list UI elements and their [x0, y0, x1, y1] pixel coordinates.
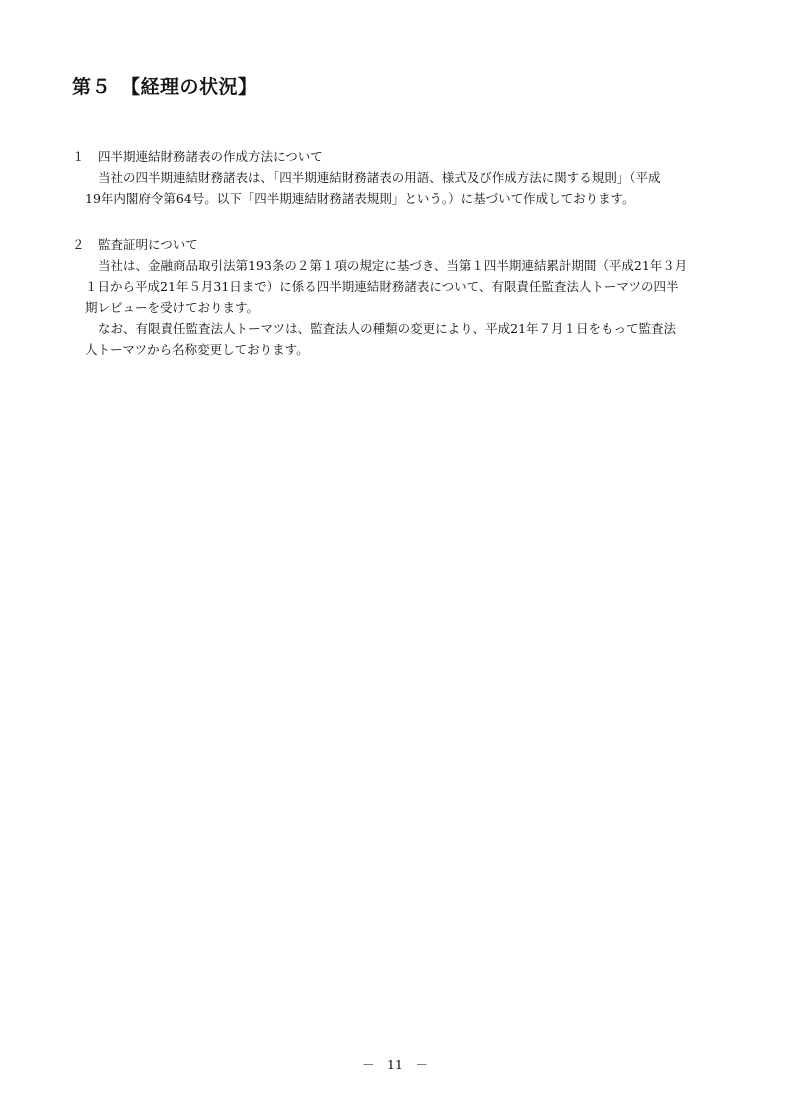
- paragraph-line: 当社は、金融商品取引法第193条の２第１項の規定に基づき、当第１四半期連結累計期間（平成21年３月: [98, 258, 688, 273]
- section-number: １: [72, 149, 85, 164]
- paragraph-line: 当社の四半期連結財務諸表は、「四半期連結財務諸表の用語、様式及び作成方法に関する規則」（平成: [98, 170, 661, 185]
- section-heading: [72, 147, 722, 167]
- section-preparation-method: [72, 147, 722, 209]
- paragraph-line: １日から平成21年５月31日まで）に係る四半期連結財務諸表について、有限責任監査法人トーマツの四半: [85, 279, 679, 294]
- page-title: 第５ 【経理の状況】: [72, 76, 258, 98]
- section-heading-text: 監査証明について: [98, 237, 198, 252]
- paragraph-line: 期レビューを受けております。: [85, 300, 260, 315]
- paragraph-line: なお、有限責任監査法人トーマツは、監査法人の種類の変更により、平成21年７月１日をもって監査法: [98, 321, 677, 336]
- section-number: ２: [72, 237, 85, 252]
- paragraph-line: 19年内閣府令第64号。以下「四半期連結財務諸表規則」という。）に基づいて作成しております。: [85, 191, 635, 206]
- section-heading-text: 四半期連結財務諸表の作成方法について: [98, 149, 323, 164]
- page-number: － 11 －: [362, 1057, 428, 1072]
- paragraph-line: 人トーマツから名称変更しております。: [85, 342, 309, 357]
- section-heading: [72, 235, 722, 255]
- section-audit-certification: [72, 235, 722, 360]
